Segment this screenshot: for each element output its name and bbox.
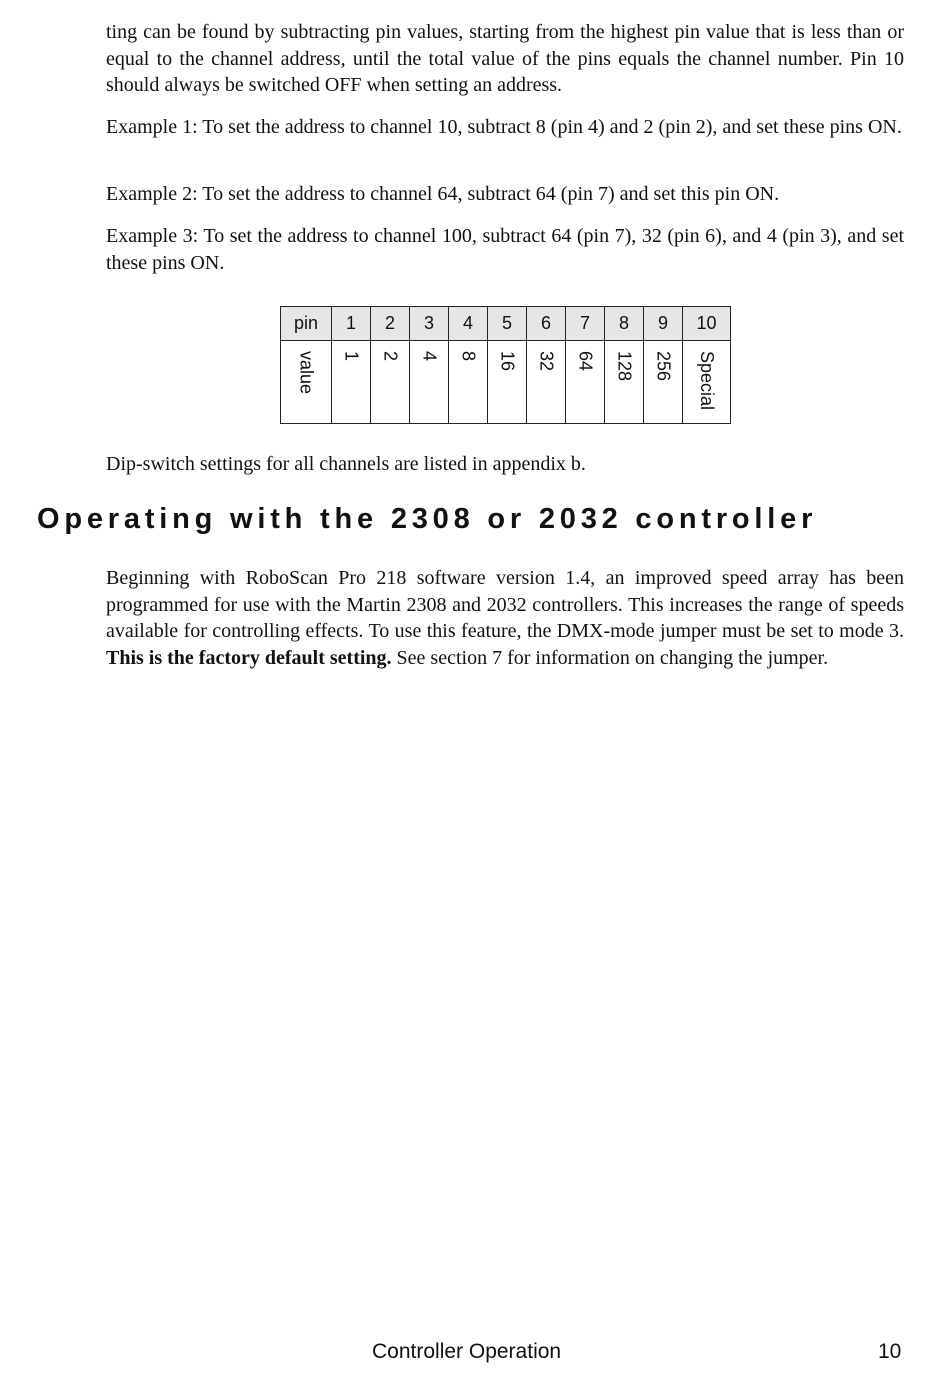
section-heading: Operating with the 2308 or 2032 controller <box>37 503 818 535</box>
value-cell <box>332 341 371 424</box>
dipswitch-paragraph: Dip-switch settings for all channels are listed in appendix b. <box>106 453 586 475</box>
value-row-label-cell <box>281 341 332 424</box>
intro-paragraph: ting can be found by subtracting pin values, starting from the highest pin value that is less than or equal to the channel address, until the total value of the pins equals the channel number. Pin 10 should always be switched OFF when setting an address. <box>106 21 904 97</box>
operating-text-part1: Beginning with RoboScan Pro 218 software version 1.4, an improved speed array has been programmed for use with the Martin 2308 and 2032 controllers. This increases the range of speeds available for controlling effects. To use this feature, the DMX-mode jumper must be set to mode 3. <box>106 567 904 643</box>
pin-cell: 7 <box>566 307 605 341</box>
value-row-label: value <box>296 351 317 395</box>
value-text: 2 <box>380 351 401 362</box>
value-text: 128 <box>614 351 635 382</box>
operating-text-bold: This is the factory default setting. <box>106 646 392 669</box>
example-2-paragraph: Example 2: To set the address to channel 64, subtract 64 (pin 7) and set this pin ON. <box>106 183 780 205</box>
value-cell <box>605 341 644 424</box>
pin-cell: 8 <box>605 307 644 341</box>
value-cell <box>410 341 449 424</box>
pin-cell: 6 <box>527 307 566 341</box>
value-cell <box>488 341 527 424</box>
example-1-paragraph: Example 1: To set the address to channel 10, subtract 8 (pin 4) and 2 (pin 2), and set these pins ON. <box>106 116 902 138</box>
footer-title: Controller Operation <box>372 1340 562 1363</box>
value-text: 4 <box>419 351 440 362</box>
page-number: 10 <box>878 1340 902 1363</box>
value-cell <box>527 341 566 424</box>
value-text: 32 <box>536 351 557 372</box>
pin-cell: 1 <box>332 307 371 341</box>
pin-row <box>281 307 731 341</box>
example-3-paragraph: Example 3: To set the address to channel 100, subtract 64 (pin 7), 32 (pin 6), and 4 (pin 3), and set these pins ON. <box>106 225 904 274</box>
value-text: 256 <box>653 351 674 382</box>
pin-cell: 9 <box>644 307 683 341</box>
operating-text-part2: See section 7 for information on changing the jumper. <box>391 646 829 669</box>
value-cell <box>644 341 683 424</box>
pin-cell: 4 <box>449 307 488 341</box>
pin-cell: 10 <box>683 307 731 341</box>
value-cell <box>371 341 410 424</box>
value-text: 16 <box>497 351 518 372</box>
value-cell <box>683 341 731 424</box>
value-row <box>281 341 731 424</box>
value-text: 8 <box>458 351 479 362</box>
pin-cell: 2 <box>371 307 410 341</box>
value-cell <box>449 341 488 424</box>
pin-cell: 5 <box>488 307 527 341</box>
value-text: 1 <box>341 351 362 362</box>
value-cell <box>566 341 605 424</box>
value-text: Special <box>697 351 717 411</box>
value-text: 64 <box>575 351 596 372</box>
pin-cell: 3 <box>410 307 449 341</box>
pin-row-label: pin <box>281 307 332 341</box>
pin-value-table <box>280 306 731 424</box>
operating-paragraph <box>106 565 904 671</box>
